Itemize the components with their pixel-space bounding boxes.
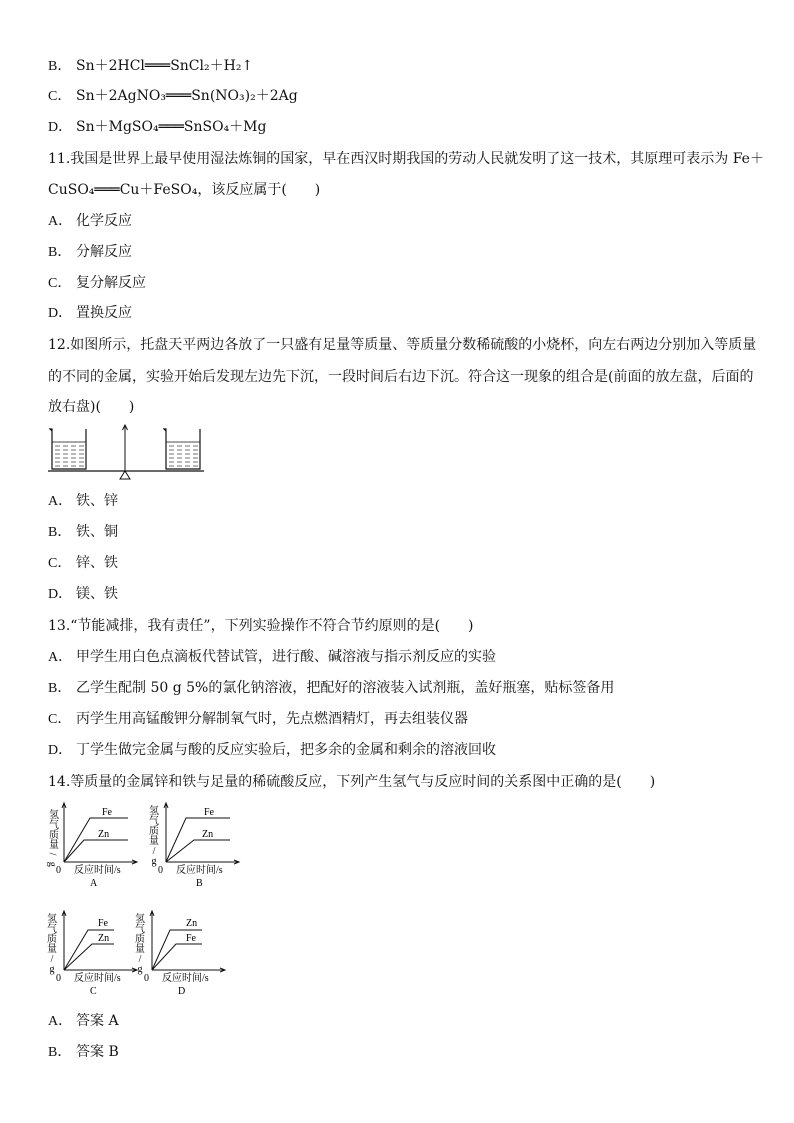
- q10-option-b[interactable]: [48, 56, 253, 77]
- option-text: 丁学生做完金属与酸的反应实验后，把多余的金属和剩余的溶液回收: [76, 742, 496, 758]
- q14-option-a[interactable]: [48, 1011, 119, 1032]
- graph-d: [135, 911, 225, 997]
- line-bottom: [152, 944, 202, 970]
- graph-b: [149, 803, 239, 889]
- option-text: 铁、铜: [76, 524, 118, 540]
- graph-xlabel: 反应时间/s: [162, 973, 209, 984]
- option-letter: B．: [48, 59, 72, 74]
- option-text: 丙学生用高锰酸钾分解制氧气时，先点燃酒精灯，再去组装仪器: [76, 711, 468, 727]
- graph-id: A: [90, 878, 98, 889]
- option-text: 化学反应: [76, 213, 132, 229]
- balance-fulcrum: [120, 471, 130, 479]
- option-text: Sn＋MgSO₄═══SnSO₄＋Mg: [76, 119, 267, 135]
- graph-xlabel: 反应时间/s: [74, 973, 121, 984]
- option-text: Sn＋2AgNO₃═══Sn(NO₃)₂＋2Ag: [76, 88, 298, 104]
- q11-option-c[interactable]: [48, 273, 146, 294]
- option-text: 锌、铁: [76, 555, 118, 571]
- label-bottom: Fe: [186, 933, 196, 944]
- q13-stem: 13.“节能减排，我有责任”，下列实验操作不符合节约原则的是( ): [48, 618, 474, 634]
- graph-id: C: [90, 986, 97, 997]
- line-bottom: [166, 840, 230, 862]
- option-text: 答案 B: [76, 1044, 119, 1060]
- q12-option-c[interactable]: [48, 553, 118, 574]
- option-letter: D．: [48, 743, 73, 758]
- q13-option-a[interactable]: [48, 647, 496, 668]
- q13-option-c[interactable]: [48, 709, 468, 730]
- graph-xlabel: 反应时间/s: [176, 865, 223, 876]
- option-letter: B．: [48, 525, 72, 540]
- option-text: 分解反应: [76, 244, 132, 260]
- option-letter: D．: [48, 306, 73, 321]
- graph-origin: 0: [144, 973, 149, 984]
- q11-option-b[interactable]: [48, 242, 132, 263]
- option-text: 甲学生用白色点滴板代替试管，进行酸、碱溶液与指示剂反应的实验: [76, 649, 496, 665]
- label-top: Fe: [204, 807, 214, 818]
- option-letter: B．: [48, 681, 72, 696]
- graph-id: B: [196, 878, 203, 889]
- label-bottom: Zn: [202, 829, 214, 840]
- option-text: 乙学生配制 50 g 5%的氯化钠溶液，把配好的溶液装入试剂瓶，盖好瓶塞，贴标签备用: [76, 680, 615, 696]
- q10-option-d[interactable]: [48, 117, 266, 138]
- q11-stem-line1: 11.我国是世界上最早使用湿法炼铜的国家，早在西汉时期我国的劳动人民就发明了这一技术，其原理可表示为 Fe＋: [48, 151, 764, 167]
- option-letter: A．: [48, 1014, 73, 1029]
- graph-origin: 0: [158, 865, 163, 876]
- q12-option-a[interactable]: [48, 491, 118, 512]
- label-bottom: Zn: [98, 933, 110, 944]
- option-text: Sn＋2HCl═══SnCl₂＋H₂↑: [76, 58, 254, 74]
- q12-option-b[interactable]: [48, 522, 118, 543]
- option-text: 复分解反应: [76, 275, 146, 291]
- option-letter: B．: [48, 1045, 72, 1060]
- option-letter: C．: [48, 712, 72, 727]
- line-bottom: [64, 840, 128, 862]
- q12-stem-line1: 12.如图所示，托盘天平两边各放了一只盛有足量等质量、等质量分数稀硫酸的小烧杯，向左右两边分别加入等质量: [48, 337, 757, 353]
- option-letter: C．: [48, 556, 72, 571]
- option-text: 镁、铁: [76, 586, 118, 602]
- option-letter: D．: [48, 587, 73, 602]
- q13-option-d[interactable]: [48, 740, 496, 761]
- q13-option-b[interactable]: [48, 678, 614, 699]
- balance-diagram: [46, 424, 206, 484]
- graph-origin: 0: [56, 865, 61, 876]
- q12-stem-line3: 放右盘)( ): [48, 399, 135, 415]
- q14-graphs: [44, 800, 244, 1000]
- q14-option-b[interactable]: [48, 1042, 119, 1063]
- q11-stem-line2: CuSO₄═══Cu＋FeSO₄，该反应属于( ): [48, 182, 321, 198]
- graph-origin: 0: [56, 973, 61, 984]
- graph-ylabel: 氢气质量/ g: [47, 914, 57, 975]
- q11-option-a[interactable]: [48, 211, 132, 232]
- graph-id: D: [178, 986, 186, 997]
- option-letter: C．: [48, 89, 72, 104]
- label-top: Zn: [186, 918, 198, 929]
- label-top: Fe: [102, 807, 112, 818]
- graph-c: [47, 911, 137, 997]
- graph-a: [47, 803, 138, 889]
- option-letter: B．: [48, 245, 72, 260]
- q11-option-d[interactable]: [48, 303, 132, 324]
- option-letter: A．: [48, 494, 73, 509]
- q12-stem-line2: 的不同的金属，实验开始后发现左边先下沉，一段时间后右边下沉。符合这一现象的组合是(前面的放左盘，后面的: [48, 369, 754, 385]
- label-top: Fe: [98, 918, 108, 929]
- graph-ylabel: 氢气质量/ g: [149, 806, 159, 867]
- option-text: 置换反应: [76, 305, 132, 321]
- option-letter: A．: [48, 214, 73, 229]
- option-letter: D．: [48, 120, 73, 135]
- graph-xlabel: 反应时间/s: [74, 865, 121, 876]
- q12-option-d[interactable]: [48, 584, 118, 605]
- option-letter: C．: [48, 276, 72, 291]
- q10-option-c[interactable]: [48, 86, 298, 107]
- option-text: 铁、锌: [76, 493, 118, 509]
- graph-ylabel: 氢气质量/ g: [135, 914, 145, 975]
- left-beaker: [50, 429, 86, 469]
- option-text: 答案 A: [76, 1013, 119, 1029]
- graph-ylabel: 氢气质量/ g: [46, 809, 58, 867]
- label-bottom: Zn: [98, 829, 110, 840]
- q14-stem: 14.等质量的金属锌和铁与足量的稀硫酸反应，下列产生氢气与反应时间的关系图中正确的是( ): [48, 774, 656, 790]
- right-beaker: [164, 429, 200, 469]
- option-letter: A．: [48, 650, 73, 665]
